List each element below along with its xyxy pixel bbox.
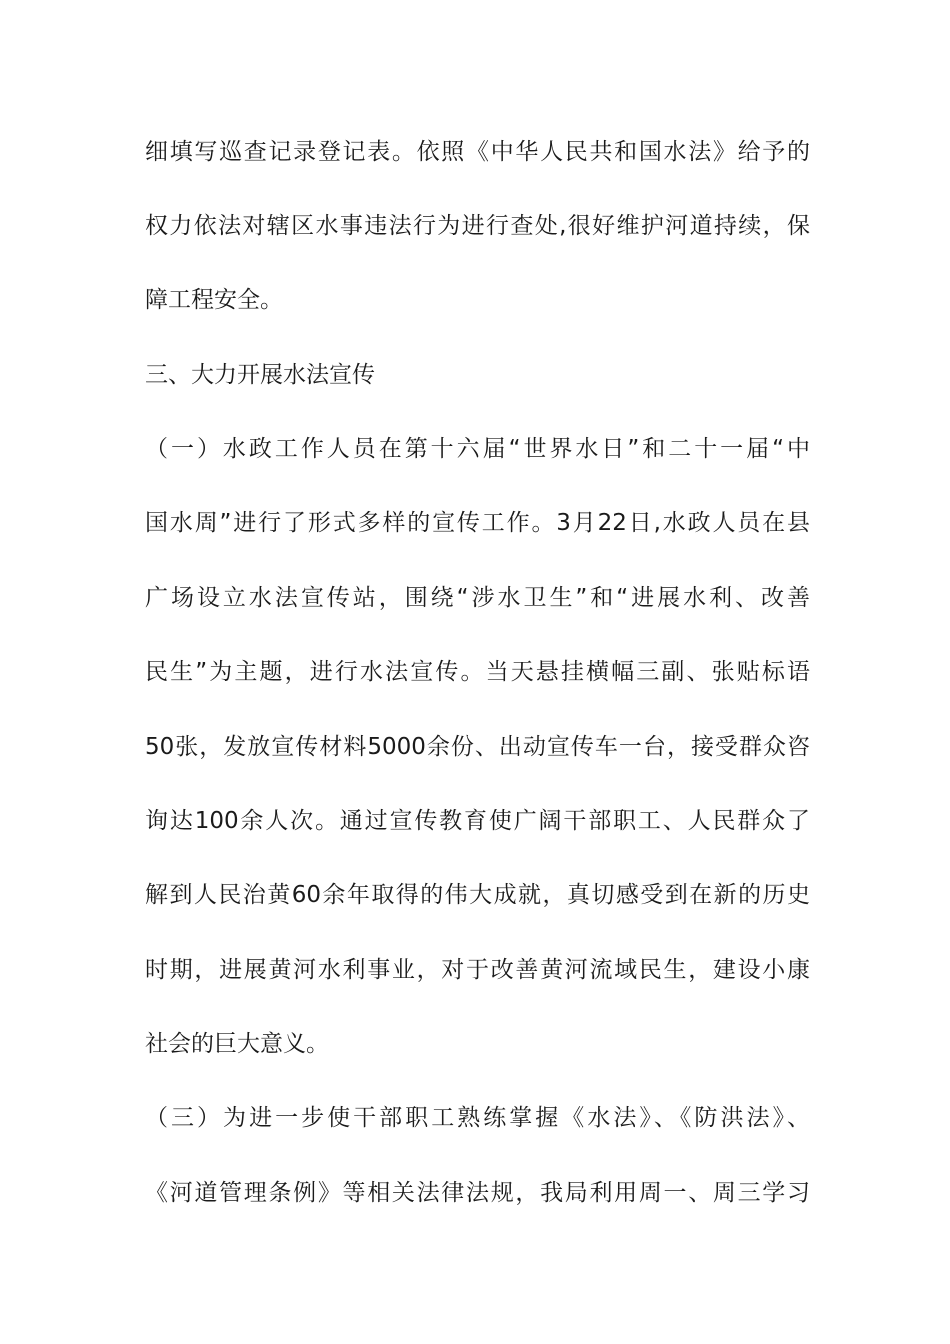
text-line-13: 社会的巨大意义。: [145, 1031, 329, 1057]
text-line-1: 细填写巡查记录登记表。依照《中华人民共和国水法》给予的: [145, 139, 810, 165]
text-line-8: 民生”为主题，进行水法宣传。当天悬挂横幅三副、张贴标语: [145, 659, 810, 685]
section-heading: 三、大力开展水法宣传: [145, 362, 375, 388]
text-line-6: 国水周”进行了形式多样的宣传工作。3月22日,水政人员在县: [145, 510, 810, 536]
text-line-11: 解到人民治黄60余年取得的伟大成就，真切感受到在新的历史: [145, 882, 810, 908]
text-line-12: 时期，进展黄河水利事业，对于改善黄河流域民生，建设小康: [145, 957, 810, 983]
text-line-10: 询达100余人次。通过宣传教育使广阔干部职工、人民群众了: [145, 808, 810, 834]
text-line-5: （一）水政工作人员在第十六届“世界水日”和二十一届“中: [145, 436, 810, 462]
text-line-9: 50张，发放宣传材料5000余份、出动宣传车一台，接受群众咨: [145, 734, 810, 760]
text-line-2: 权力依法对辖区水事违法行为进行查处,很好维护河道持续，保: [145, 213, 810, 239]
text-line-15: 《河道管理条例》等相关法律法规，我局利用周一、周三学习: [145, 1180, 810, 1206]
text-line-14: （三）为进一步使干部职工熟练掌握《水法》、《防洪法》、: [145, 1105, 810, 1131]
text-line-7: 广场设立水法宣传站，围绕“涉水卫生”和“进展水利、改善: [145, 585, 810, 611]
text-line-3: 障工程安全。: [145, 287, 283, 313]
